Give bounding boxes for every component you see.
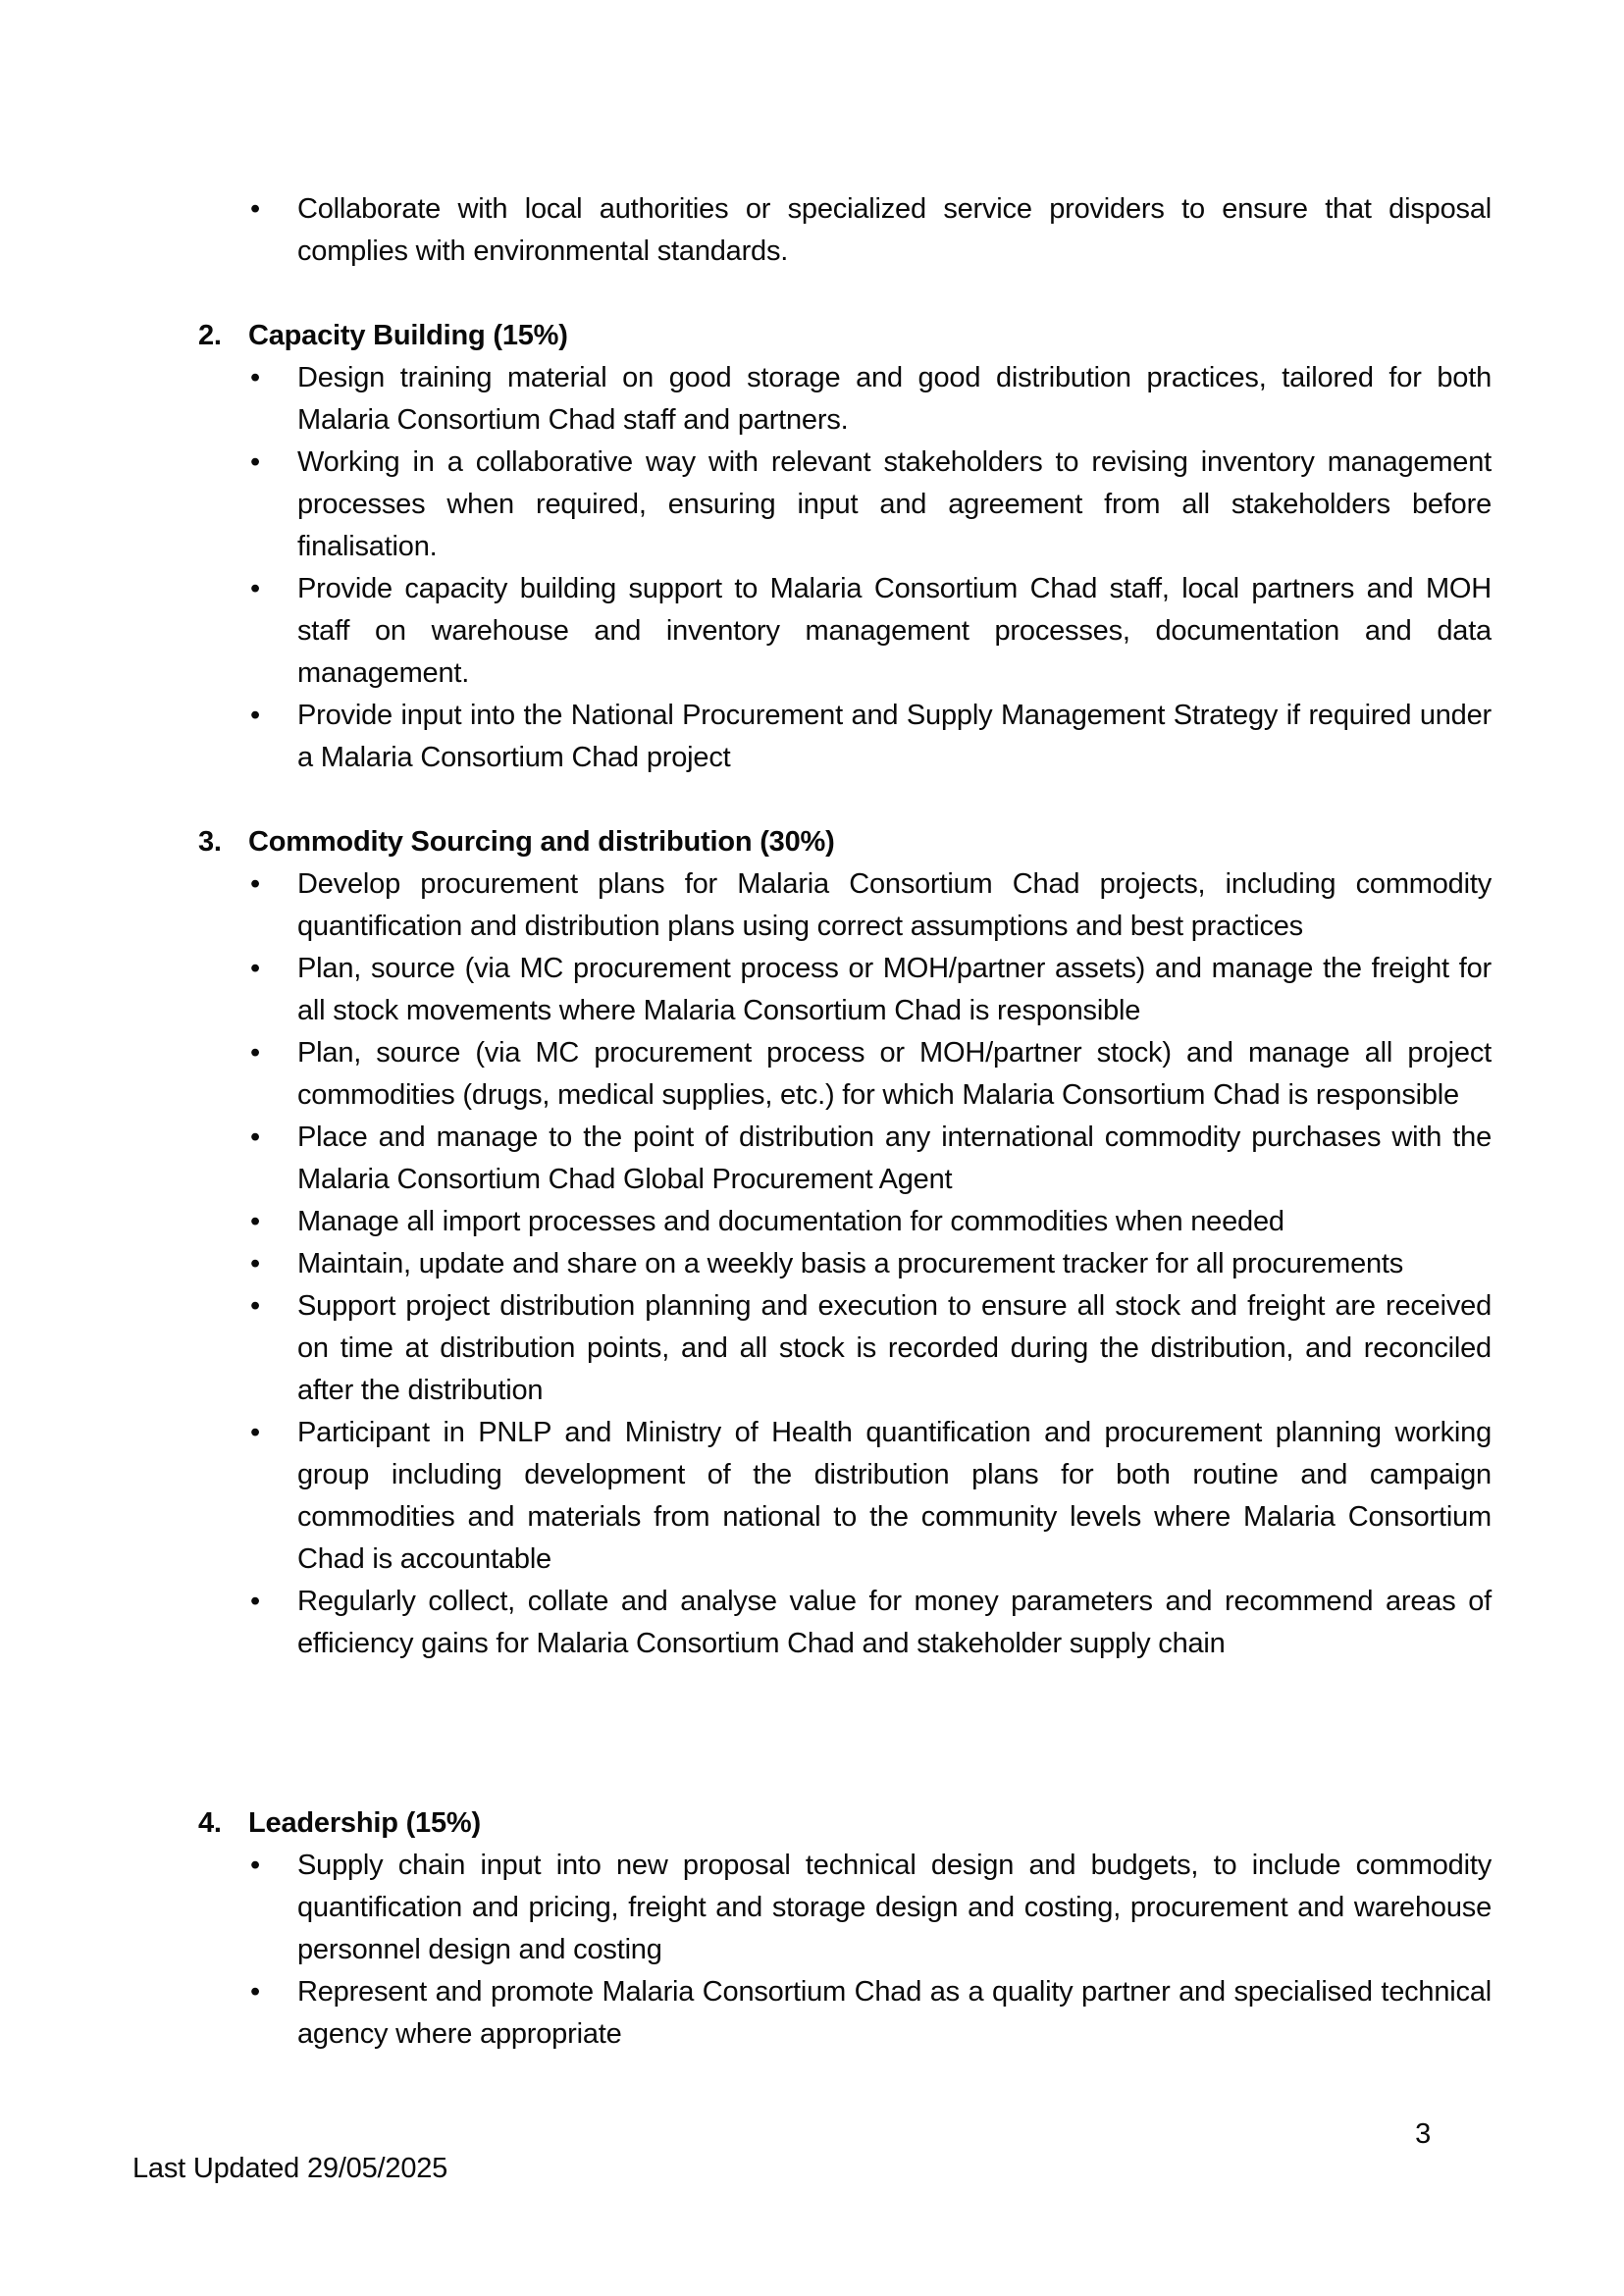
section-heading [198,821,1492,863]
list-item [250,948,1492,1032]
page-number: 3 [1415,2118,1431,2150]
section-title: Capacity Building (15%) [248,320,568,351]
section-heading [198,1802,1492,1845]
bullet-text: Supply chain input into new proposal technical design and budgets, to include commodity quantification and pricing, freight and storage design and costing, procurement and warehouse personnel design and costing [297,1850,1492,1965]
bullet-text: Design training material on good storage and good distribution practices, tailored for both Malaria Consortium Chad staff and partners. [297,362,1492,436]
bullet-icon: • [250,953,260,984]
document-content [132,188,1492,2056]
bullet-icon: • [250,1976,260,2008]
section-commodity-sourcing [132,821,1492,1665]
bullet-icon: • [250,1417,260,1448]
bullet-icon: • [250,1122,260,1153]
bullet-text: Provide input into the National Procurement and Supply Management Strategy if required under a Malaria Consortium Chad project [297,700,1492,773]
bullet-text: Place and manage to the point of distribution any international commodity purchases with the Malaria Consortium Chad Global Procurement Agent [297,1122,1492,1195]
bullet-icon: • [250,1248,260,1279]
bullet-text: Support project distribution planning and execution to ensure all stock and freight are received on time at distribution points, and all stock is recorded during the distribution, and reconciled after the distribution [297,1290,1492,1406]
section-number: 3. [198,826,222,858]
bullet-text: Working in a collaborative way with relevant stakeholders to revising inventory management processes when required, ensuring input and agreement from all stakeholders before finalisation. [297,446,1492,562]
list-item [250,442,1492,568]
section-leadership [132,1802,1492,2056]
section-number: 2. [198,320,222,351]
list-item [250,1201,1492,1243]
list-item [250,1971,1492,2056]
bullet-icon: • [250,193,260,225]
bullet-text: Represent and promote Malaria Consortium Chad as a quality partner and specialised technical agency where appropriate [297,1976,1492,2050]
list-item [250,695,1492,779]
bullet-text: Regularly collect, collate and analyse value for money parameters and recommend areas of efficiency gains for Malaria Consortium Chad and stakeholder supply chain [297,1586,1492,1659]
list-item [250,1117,1492,1201]
bullet-icon: • [250,1850,260,1881]
bullet-text: Plan, source (via MC procurement process or MOH/partner assets) and manage the freight for all stock movements where Malaria Consortium Chad is responsible [297,953,1492,1026]
list-item [250,1032,1492,1117]
bullet-icon: • [250,700,260,731]
list-item [250,863,1492,948]
bullet-icon: • [250,1037,260,1069]
bullet-icon: • [250,446,260,478]
section-capacity-building [132,315,1492,779]
bullet-text: Develop procurement plans for Malaria Consortium Chad projects, including commodity quantification and distribution plans using correct assumptions and best practices [297,868,1492,942]
section-title: Commodity Sourcing and distribution (30%) [248,826,835,858]
list-item [250,1412,1492,1581]
bullet-icon: • [250,362,260,393]
section-number: 4. [198,1807,222,1839]
bullet-icon: • [250,1206,260,1237]
list-item [250,357,1492,442]
bullet-text: Participant in PNLP and Ministry of Health quantification and procurement planning working group including development of the distribution plans for both routine and campaign commodities and materials from national to the community levels where Malaria Consortium Chad is accountable [297,1417,1492,1575]
footer-last-updated: Last Updated 29/05/2025 [132,2153,448,2184]
list-item [250,568,1492,695]
section-title: Leadership (15%) [248,1807,481,1839]
bullet-icon: • [250,1290,260,1322]
list-item [250,1581,1492,1665]
bullet-text: Plan, source (via MC procurement process or MOH/partner stock) and manage all project commodities (drugs, medical supplies, etc.) for which Malaria Consortium Chad is responsible [297,1037,1492,1111]
list-item [250,1845,1492,1971]
bullet-icon: • [250,573,260,604]
bullet-text: Collaborate with local authorities or specialized service providers to ensure that disposal complies with environmental standards. [297,193,1492,267]
section-heading [198,315,1492,357]
bullet-icon: • [250,1586,260,1617]
bullet-text: Maintain, update and share on a weekly basis a procurement tracker for all procurements [297,1248,1404,1279]
list-item [250,1243,1492,1285]
bullet-icon: • [250,868,260,900]
list-item [250,1285,1492,1412]
bullet-text: Manage all import processes and documentation for commodities when needed [297,1206,1284,1237]
bullet-text: Provide capacity building support to Malaria Consortium Chad staff, local partners and MOH staff on warehouse and inventory management processes, documentation and data management. [297,573,1492,689]
list-item [250,188,1492,273]
